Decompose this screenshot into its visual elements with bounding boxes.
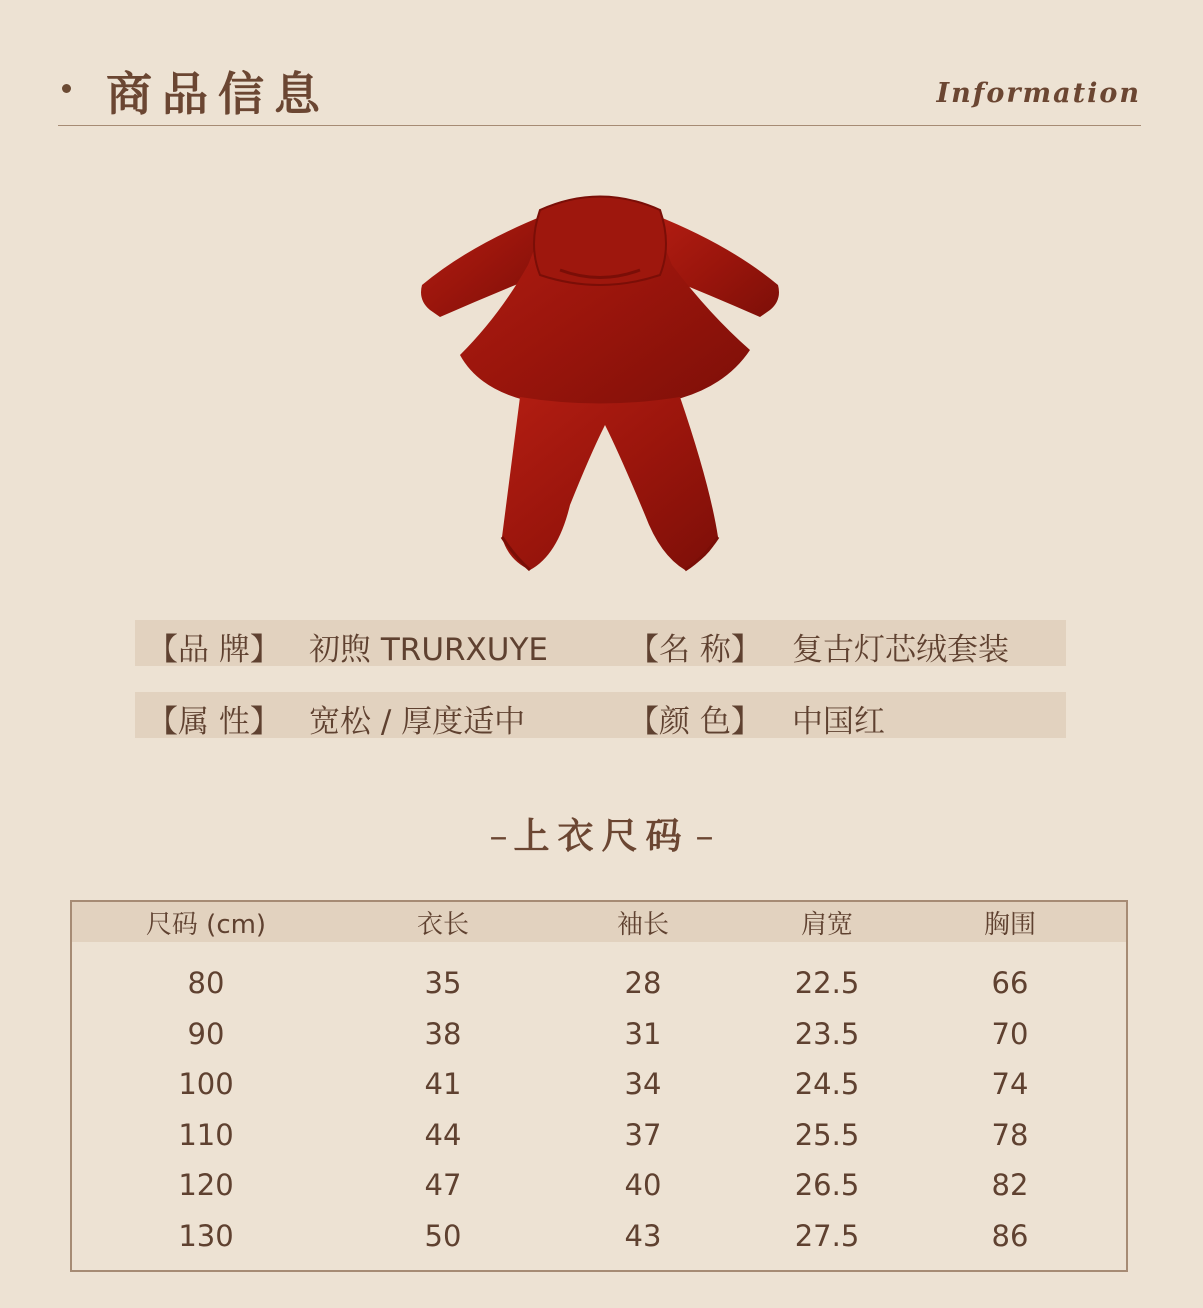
header-sleeve: 袖长 <box>616 910 669 940</box>
cell-chest: 66 <box>991 966 1029 1000</box>
bullet-dot <box>62 84 71 93</box>
cell-shoulder: 23.5 <box>794 1017 860 1051</box>
brand-label: 【品 牌】 <box>147 632 281 668</box>
color-label: 【颜 色】 <box>628 704 762 740</box>
size-section-title <box>0 808 1203 859</box>
cell-sleeve: 31 <box>624 1017 662 1051</box>
cell-sleeve: 37 <box>624 1118 662 1152</box>
cell-length: 38 <box>424 1017 462 1051</box>
attr-value: 宽松 / 厚度适中 <box>309 704 526 740</box>
table-row <box>72 1067 1126 1117</box>
table-row <box>72 1118 1126 1168</box>
cell-shoulder: 25.5 <box>794 1118 860 1152</box>
product-image <box>410 185 790 590</box>
name-value: 复古灯芯绒套装 <box>792 632 1009 668</box>
table-header <box>72 902 1126 942</box>
cell-length: 44 <box>424 1118 462 1152</box>
table-row <box>72 1168 1126 1218</box>
cell-chest: 82 <box>991 1168 1029 1202</box>
header-divider <box>58 125 1141 126</box>
color-value: 中国红 <box>792 704 885 740</box>
brand-value: 初煦 TRURXUYE <box>309 632 549 668</box>
cell-chest: 86 <box>991 1219 1029 1253</box>
cell-chest: 78 <box>991 1118 1029 1152</box>
cell-size: 100 <box>178 1067 234 1101</box>
cell-size: 90 <box>187 1017 225 1051</box>
cell-sleeve: 34 <box>624 1067 662 1101</box>
size-title-text: 上衣尺码 <box>513 815 690 857</box>
title-dash-right: – <box>695 816 714 857</box>
cell-chest: 70 <box>991 1017 1029 1051</box>
header-chest: 胸围 <box>983 910 1036 940</box>
attr-label: 【属 性】 <box>147 704 281 740</box>
cell-sleeve: 40 <box>624 1168 662 1202</box>
cell-length: 41 <box>424 1067 462 1101</box>
cell-size: 120 <box>178 1168 234 1202</box>
table-row <box>72 966 1126 1016</box>
cell-shoulder: 27.5 <box>794 1219 860 1253</box>
cell-length: 35 <box>424 966 462 1000</box>
section-title: 商品信息 <box>106 67 330 121</box>
cell-length: 47 <box>424 1168 462 1202</box>
section-title-en: Information <box>936 78 1141 109</box>
header-size: 尺码 (cm) <box>145 910 267 940</box>
name-label: 【名 称】 <box>628 632 762 668</box>
cell-sleeve: 43 <box>624 1219 662 1253</box>
size-table <box>70 900 1128 1272</box>
info-row-brand-name <box>135 620 1066 666</box>
info-row-attr-color <box>135 692 1066 738</box>
cell-shoulder: 22.5 <box>794 966 860 1000</box>
title-dash-left: – <box>489 816 508 857</box>
table-row <box>72 1219 1126 1269</box>
cell-size: 80 <box>187 966 225 1000</box>
cell-size: 130 <box>178 1219 234 1253</box>
cell-sleeve: 28 <box>624 966 662 1000</box>
cell-chest: 74 <box>991 1067 1029 1101</box>
cell-shoulder: 24.5 <box>794 1067 860 1101</box>
cell-length: 50 <box>424 1219 462 1253</box>
header-length: 衣长 <box>416 910 469 940</box>
cell-shoulder: 26.5 <box>794 1168 860 1202</box>
section-header <box>58 56 1141 126</box>
cell-size: 110 <box>178 1118 234 1152</box>
header-shoulder: 肩宽 <box>800 910 853 940</box>
table-row <box>72 1017 1126 1067</box>
